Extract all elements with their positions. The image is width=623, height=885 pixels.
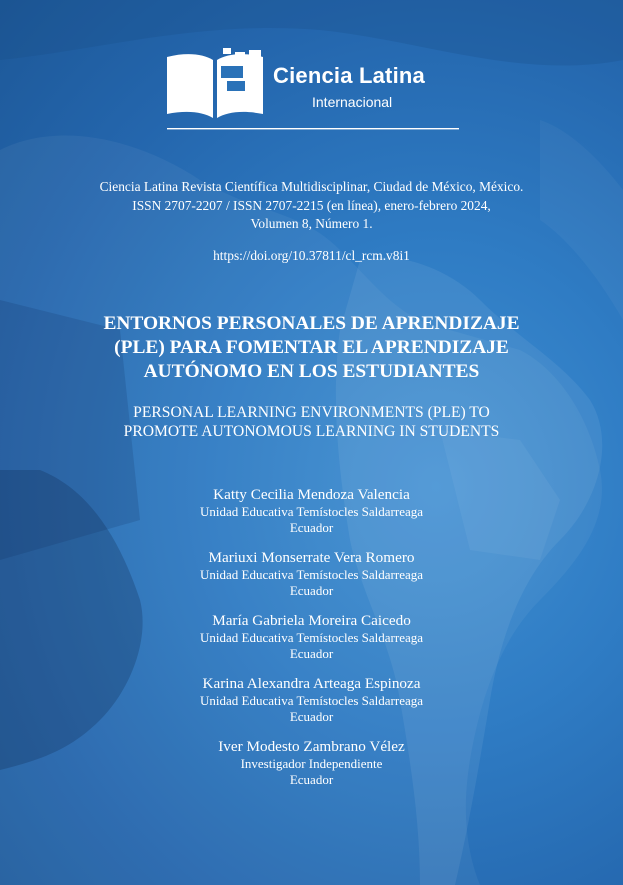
author-country: Ecuador (289, 520, 334, 535)
journal-line-1: Ciencia Latina Revista Científica Multidisciplinar, Ciudad de México, México. (99, 179, 524, 194)
author-affiliation: Unidad Educativa Temístocles Saldarreaga (199, 504, 424, 519)
subtitle-line: PERSONAL LEARNING ENVIRONMENTS (PLE) TO (133, 404, 490, 421)
author-country: Ecuador (289, 583, 334, 598)
author-list (0, 486, 623, 801)
subtitle-line: PROMOTE AUTONOMOUS LEARNING IN STUDENTS (123, 423, 500, 440)
article-subtitle (60, 403, 563, 441)
author-name: Katty Cecilia Mendoza Valencia (213, 486, 410, 503)
article-title (60, 312, 563, 384)
title-line: ENTORNOS PERSONALES DE APRENDIZAJE (103, 313, 520, 334)
title-line: AUTÓNOMO EN LOS ESTUDIANTES (143, 361, 480, 382)
author-affiliation: Unidad Educativa Temístocles Saldarreaga (199, 630, 424, 645)
author-name: Mariuxi Monserrate Vera Romero (208, 549, 415, 566)
journal-line-3: Volumen 8, Número 1. (250, 216, 373, 231)
author-entry (0, 612, 623, 675)
book-icon (165, 48, 460, 134)
author-country: Ecuador (289, 646, 334, 661)
author-name: Karina Alexandra Arteaga Espinoza (202, 675, 421, 692)
journal-info (0, 178, 623, 234)
author-name: Iver Modesto Zambrano Vélez (218, 738, 405, 755)
author-affiliation: Unidad Educativa Temístocles Saldarreaga (199, 693, 424, 708)
title-line: (PLE) PARA FOMENTAR EL APRENDIZAJE (114, 337, 509, 358)
author-affiliation: Investigador Independiente (240, 756, 383, 771)
author-affiliation: Unidad Educativa Temístocles Saldarreaga (199, 567, 424, 582)
author-country: Ecuador (289, 709, 334, 724)
author-entry (0, 549, 623, 612)
journal-line-2: ISSN 2707-2207 / ISSN 2707-2215 (en línea), enero-febrero 2024, (132, 197, 491, 213)
logo-title: Ciencia Latina (273, 63, 425, 88)
author-entry (0, 675, 623, 738)
author-entry (0, 738, 623, 801)
doi-link[interactable]: https://doi.org/10.37811/cl_rcm.v8i1 (213, 248, 410, 263)
author-entry (0, 486, 623, 549)
author-name: María Gabriela Moreira Caicedo (212, 612, 411, 629)
logo-subtitle: Internacional (312, 94, 393, 110)
author-country: Ecuador (289, 772, 334, 787)
